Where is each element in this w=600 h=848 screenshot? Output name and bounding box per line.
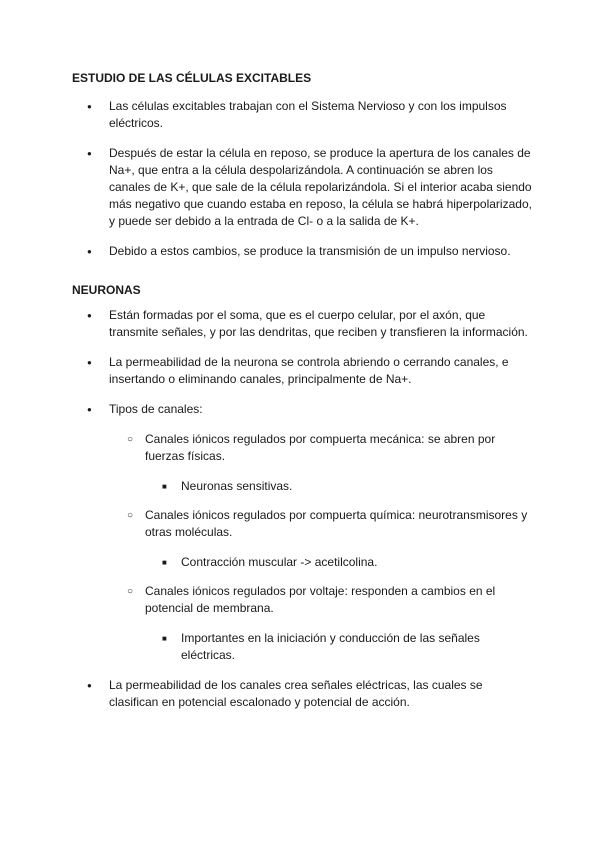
channel-type-text: Canales iónicos regulados por voltaje: responden a cambios en el potencial de membrana.: [145, 584, 496, 615]
list-item: ● La permeabilidad de la neurona se controla abriendo o cerrando canales, e insertando o eliminando canales, principalmente de Na+.: [72, 354, 532, 388]
channel-types-list: [109, 431, 532, 664]
list-item: ● Debido a estos cambios, se produce la transmisión de un impulso nervioso.: [72, 243, 532, 260]
channel-type-item: [109, 583, 532, 664]
list-item: ● Las células excitables trabajan con el Sistema Nervioso y con los impulsos eléctricos.: [72, 98, 532, 132]
section-title-neurons: NEURONAS: [72, 283, 141, 297]
neurons-list: [72, 307, 532, 724]
list-item-channel-types: [72, 401, 532, 664]
list-item: ● La permeabilidad de los canales crea señales eléctricas, las cuales se clasifican en potencial escalonado y potencial de acción.: [72, 677, 532, 711]
channel-example: ■ Neuronas sensitivas.: [145, 478, 532, 495]
channel-type-text: Canales iónicos regulados por compuerta mecánica: se abren por fuerzas físicas.: [145, 432, 496, 463]
channel-example-list: [145, 478, 532, 495]
list-item: ● Después de estar la célula en reposo, se produce la apertura de los canales de Na+, que entra a la célula despolarizándola. A continuación se abren los canales de K+, que sale de la célula repolarizándola. Si el interior acaba siendo más negativo que cuando estaba en reposo, la célula se habrá hiperpolarizado, y puede ser debido a la entrada de Cl- o a la salida de K+.: [72, 145, 532, 230]
channel-example: ■ Importantes en la iniciación y conducción de las señales eléctricas.: [145, 630, 532, 664]
channel-type-item: [109, 507, 532, 571]
list-item-label: Tipos de canales:: [109, 402, 203, 416]
section-title-excitable-cells: ESTUDIO DE LAS CÉLULAS EXCITABLES: [72, 71, 312, 85]
channel-example-list: [145, 630, 532, 664]
channel-example-list: [145, 554, 532, 571]
channel-type-item: [109, 431, 532, 495]
channel-type-text: Canales iónicos regulados por compuerta química: neurotransmisores y otras moléculas.: [145, 508, 528, 539]
list-item: ● Están formadas por el soma, que es el cuerpo celular, por el axón, que transmite señales, y por las dendritas, que reciben y transfieren la información.: [72, 307, 532, 341]
channel-example: ■ Contracción muscular -> acetilcolina.: [145, 554, 532, 571]
excitable-cells-list: [72, 98, 532, 273]
